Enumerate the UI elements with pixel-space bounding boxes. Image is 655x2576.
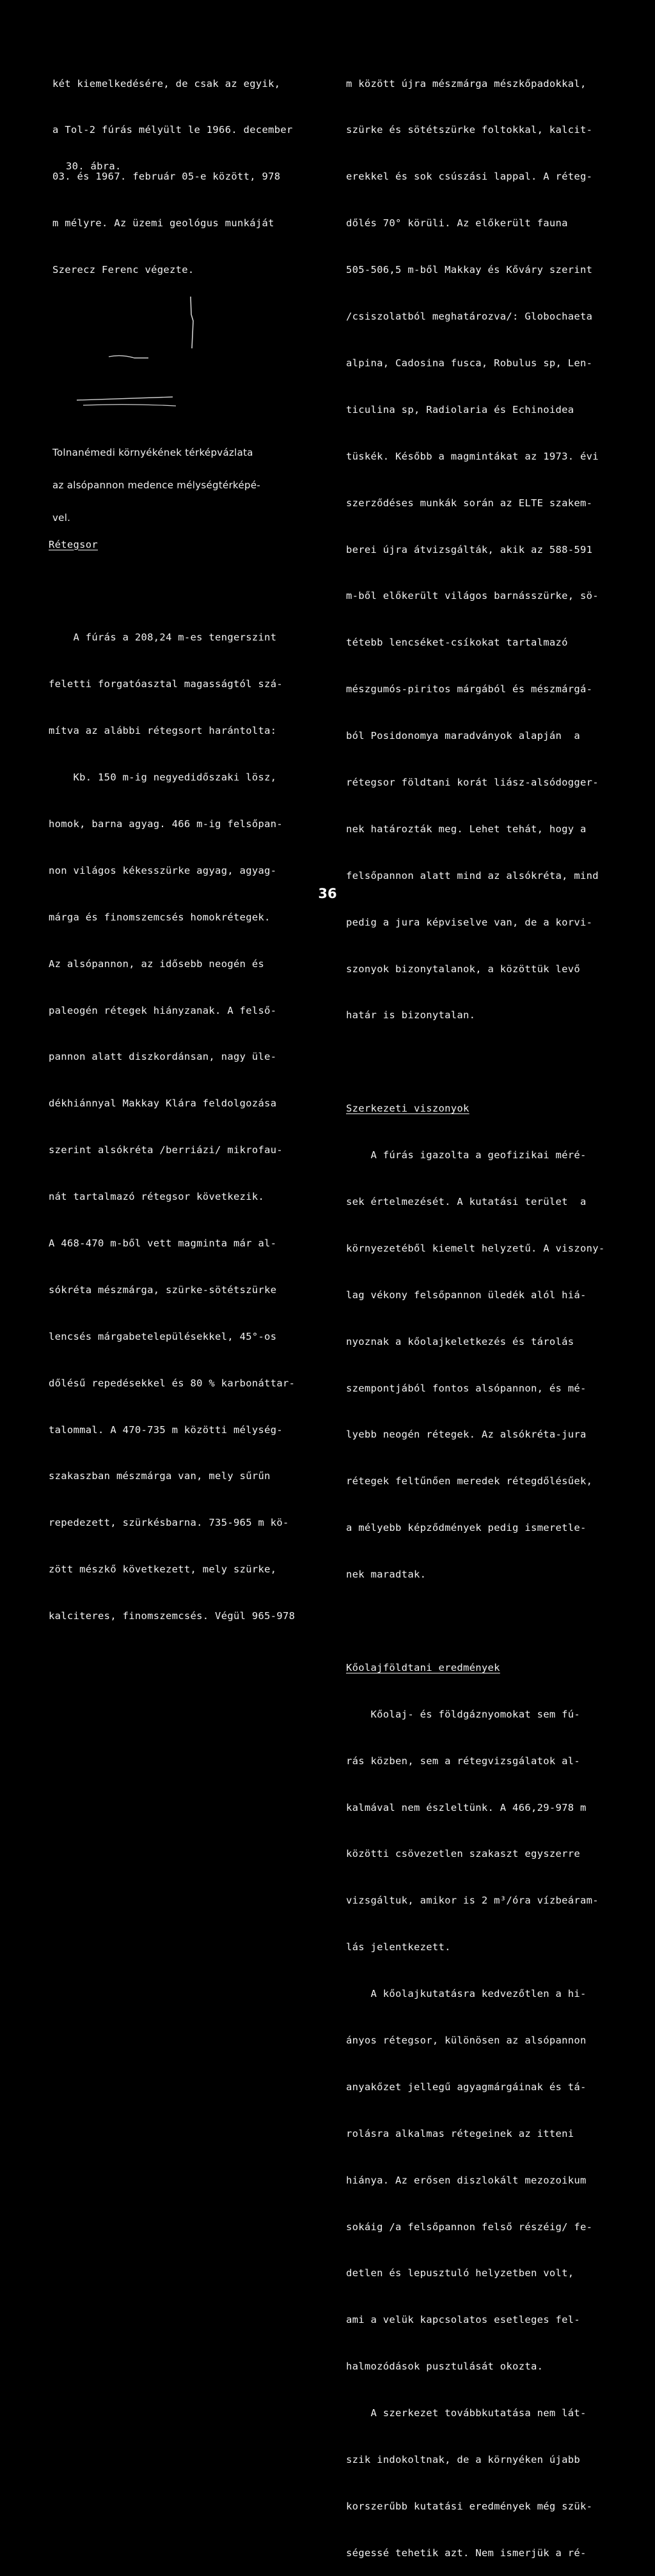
text-line: Az alsópannon, az idősebb neogén és bbox=[49, 958, 265, 970]
text-line: ségessé tehetik azt. Nem ismerjük a ré- bbox=[346, 2547, 587, 2559]
text-line: alpina, Cadosina fusca, Robulus sp, Len- bbox=[346, 357, 593, 369]
text-line: ból Posidonomya maradványok alapján a bbox=[346, 730, 581, 742]
text-line: szakaszban mészmárga van, mely sűrűn bbox=[49, 1470, 271, 1482]
section-heading: Rétegsor bbox=[49, 538, 99, 550]
text-line: zött mészkő következett, mely szürke, bbox=[49, 1563, 277, 1576]
text-line: dőlésű repedésekkel és 80 % karbonáttar- bbox=[49, 1377, 296, 1389]
text-line: detlen és lepusztuló helyzetben volt, bbox=[346, 2267, 574, 2279]
text-line: repedezett, szürkésbarna. 735-965 m kö- bbox=[49, 1517, 289, 1529]
text-line: erekkel és sok csúszási lappal. A réteg- bbox=[346, 171, 593, 183]
text-line: rétegek feltűnően meredek rétegdőlésűek, bbox=[346, 1475, 593, 1487]
text-line: két kiemelkedésére, de csak az egyik, bbox=[52, 77, 281, 89]
text-line: paleogén rétegek hiányzanak. A felső- bbox=[49, 1004, 277, 1016]
text-line: anyakőzet jellegű agyagmárgáinak és tá- bbox=[346, 2081, 587, 2093]
text-line: szik indokoltnak, de a környéken újabb bbox=[346, 2454, 581, 2466]
text-line: lencsés márgabetelepülésekkel, 45°-os bbox=[49, 1330, 277, 1342]
text-line: dékhiánnyal Makkay Klára feldolgozása bbox=[49, 1098, 277, 1110]
text-line: nek határozták meg. Lehet tehát, hogy a bbox=[346, 823, 587, 835]
right-column bbox=[346, 45, 605, 2576]
page-number: 36 bbox=[318, 886, 337, 901]
text-line: tüskék. Később a magmintákat az 1973. évi bbox=[346, 450, 599, 462]
text-line: talommal. A 470-735 m közötti mélység- bbox=[49, 1424, 283, 1436]
text-line: A fúrás a 208,24 m-es tengerszint bbox=[49, 632, 277, 644]
text-line: sokáig /a felsőpannon felső részéig/ fe- bbox=[346, 2221, 593, 2233]
text-line: halmozódások pusztulását okozta. bbox=[346, 2361, 544, 2373]
text-line: nát tartalmazó rétegsor következik. bbox=[49, 1191, 265, 1203]
figure-label: 30. ábra. bbox=[66, 160, 122, 172]
section-heading-structural: Szerkezeti viszonyok bbox=[346, 1103, 470, 1115]
map-line bbox=[191, 297, 193, 348]
text-line: m-ből előkerült világos barnásszürke, sö- bbox=[346, 590, 599, 602]
spacer bbox=[346, 1054, 605, 1069]
text-line: rétegsor földtani korát liász-alsódogger- bbox=[346, 776, 599, 788]
text-line: sókréta mészmárga, szürke-sötétszürke bbox=[49, 1284, 277, 1296]
text-line: szerint alsókréta /berriázi/ mikrofau- bbox=[49, 1144, 283, 1156]
text-line: A kőolajkutatásra kedvezőtlen a hi- bbox=[346, 1988, 587, 2000]
text-line: dőlés 70° körüli. Az előkerült fauna bbox=[346, 217, 568, 229]
text-line: mítva az alábbi rétegsort harántolta: bbox=[49, 725, 277, 737]
text-line: a mélyebb képződmények pedig ismeretle- bbox=[346, 1522, 587, 1534]
stratigraphy-section bbox=[49, 506, 295, 1640]
text-line: 03. és 1967. február 05-e között, 978 bbox=[52, 171, 281, 183]
caption-line: az alsópannon medence mélységtérképé- bbox=[52, 479, 261, 491]
text-line: nek maradtak. bbox=[346, 1569, 427, 1581]
text-line: rolásra alkalmas rétegeinek az itteni bbox=[346, 2127, 574, 2139]
text-line: Kb. 150 m-ig negyedidőszaki lösz, bbox=[49, 772, 277, 784]
spacer bbox=[49, 583, 295, 598]
text-line: közötti csövezetlen szakaszt egyszerre bbox=[346, 1848, 581, 1860]
spacer bbox=[346, 1613, 605, 1629]
text-line: Kőolaj- és földgáznyomokat sem fú- bbox=[346, 1708, 581, 1720]
caption-line: vel. bbox=[52, 512, 71, 524]
section-heading-oil: Kőolajföldtani eredmények bbox=[346, 1661, 500, 1673]
text-line: a Tol-2 fúrás mélyült le 1966. december bbox=[52, 124, 293, 136]
map-sketch bbox=[70, 288, 224, 415]
text-line: nyoznak a kőolajkeletkezés és tárolás bbox=[346, 1335, 574, 1347]
text-line: határ is bizonytalan. bbox=[346, 1009, 476, 1021]
text-line: márga és finomszemcsés homokrétegek. bbox=[49, 911, 271, 923]
text-line: vizsgáltuk, amikor is 2 m³/óra vízbeáram- bbox=[346, 1895, 599, 1907]
map-line bbox=[109, 355, 148, 358]
text-line: tétebb lencséket-csíkokat tartalmazó bbox=[346, 637, 568, 649]
text-line: kalmával nem észleltünk. A 466,29-978 m bbox=[346, 1801, 587, 1813]
text-line: non világos kékesszürke agyag, agyag- bbox=[49, 864, 277, 876]
text-line: szerződéses munkák során az ELTE szakem- bbox=[346, 497, 593, 509]
text-line: mészgumós-piritos márgából és mészmárgá- bbox=[346, 683, 593, 695]
text-line: A 468-470 m-ből vett magminta már al- bbox=[49, 1237, 277, 1249]
text-line: szürke és sötétszürke foltokkal, kalcit- bbox=[346, 124, 593, 136]
text-line: ticulina sp, Radiolaria és Echinoidea bbox=[346, 403, 574, 415]
text-line: ami a velük kapcsolatos esetleges fel- bbox=[346, 2314, 581, 2326]
text-line: A szerkezet továbbkutatása nem lát- bbox=[346, 2407, 587, 2419]
text-line: m mélyre. Az üzemi geológus munkáját bbox=[52, 217, 274, 229]
text-line: pedig a jura képviselve van, de a korvi- bbox=[346, 916, 593, 928]
text-line: feletti forgatóasztal magasságtól szá- bbox=[49, 678, 283, 690]
text-line: környezetéből kiemelt helyzetű. A viszony- bbox=[346, 1242, 605, 1254]
text-line: m között újra mészmárga mészkőpadokkal, bbox=[346, 77, 587, 89]
caption-line: Tolnanémedi környékének térképvázlata bbox=[52, 447, 253, 458]
text-line: korszerűbb kutatási eredmények még szük- bbox=[346, 2500, 593, 2512]
text-line: 505-506,5 m-ből Makkay és Kőváry szerint bbox=[346, 264, 593, 276]
text-line: ányos rétegsor, különösen az alsópannon bbox=[346, 2035, 587, 2046]
map-line bbox=[77, 397, 173, 400]
text-line: felsőpannon alatt mind az alsókréta, mind bbox=[346, 869, 599, 881]
text-line: hiánya. Az erősen diszlokált mezozoikum bbox=[346, 2174, 587, 2186]
text-line: lag vékony felsőpannon üledék alól hiá- bbox=[346, 1289, 587, 1301]
text-line: kalciteres, finomszemcsés. Végül 965-978 bbox=[49, 1610, 296, 1622]
text-line: szempontjából fontos alsópannon, és mé- bbox=[346, 1382, 587, 1394]
text-line: lás jelentkezett. bbox=[346, 1941, 451, 1953]
text-line: pannon alatt diszkordánsan, nagy üle- bbox=[49, 1051, 277, 1063]
text-line: Szerecz Ferenc végezte. bbox=[52, 264, 194, 276]
text-line: /csiszolatból meghatározva/: Globochaeta bbox=[346, 311, 593, 323]
text-line: rás közben, sem a rétegvizsgálatok al- bbox=[346, 1755, 581, 1767]
text-line: berei újra átvizsgálták, akik az 588-591 bbox=[346, 543, 593, 555]
map-line bbox=[83, 405, 176, 406]
text-line: lyebb neogén rétegek. Az alsókréta-jura bbox=[346, 1429, 587, 1441]
text-line: sek értelmezését. A kutatási terület a bbox=[346, 1195, 587, 1207]
text-line: szonyok bizonytalanok, a közöttük levő bbox=[346, 963, 581, 975]
text-line: homok, barna agyag. 466 m-ig felsőpan- bbox=[49, 818, 283, 830]
text-line: A fúrás igazolta a geofizikai méré- bbox=[346, 1149, 587, 1161]
